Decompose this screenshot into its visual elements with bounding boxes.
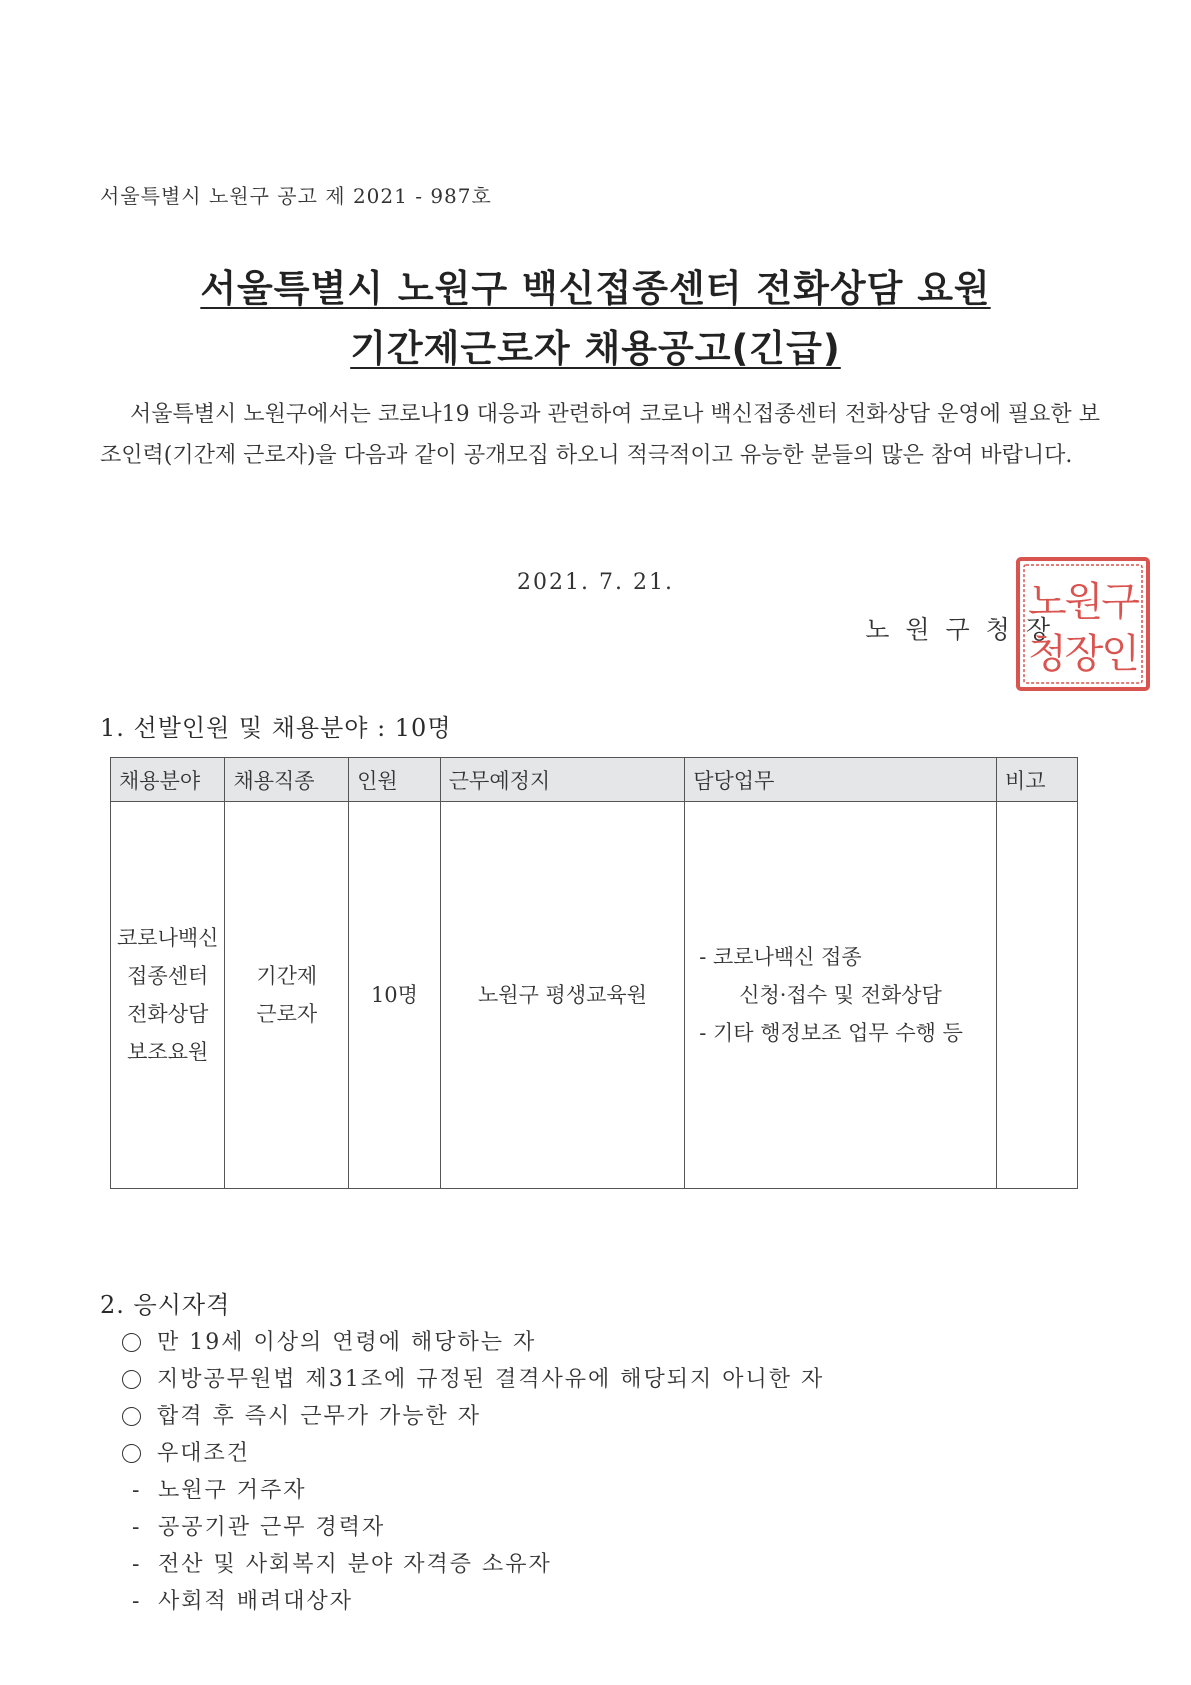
qualification-text: 만 19세 이상의 연령에 해당하는 자 <box>157 1330 537 1355</box>
preference-text: 전산 및 사회복지 분야 자격증 소유자 <box>158 1552 552 1577</box>
cell-duties <box>685 802 997 1189</box>
circle-bullet-icon <box>122 1370 141 1389</box>
table-row <box>111 802 1078 1189</box>
dash-bullet: - <box>132 1515 142 1540</box>
intro-paragraph: 서울특별시 노원구에서는 코로나19 대응과 관련하여 코로나 백신접종센터 전화상담 운영에 필요한 보조인력(기간제 근로자)을 다음과 같이 공개모집 하오니 적극적이고 유능한 분들의 많은 참여 바랍니다. <box>100 402 1100 468</box>
header-job: 채용직종 <box>225 758 349 802</box>
preference-item <box>122 1546 824 1583</box>
preference-text: 공공기관 근무 경력자 <box>158 1515 386 1540</box>
preference-item <box>122 1583 824 1620</box>
cell-field <box>111 802 225 1189</box>
duty-line: - 기타 행정보조 업무 수행 등 <box>699 1021 963 1045</box>
field-line: 접종센터 <box>127 964 209 988</box>
notice-title-line2: 기간제근로자 채용공고(긴급) <box>350 327 841 370</box>
list-item <box>122 1361 824 1398</box>
dash-bullet: - <box>132 1589 142 1614</box>
qualification-text: 지방공무원법 제31조에 규정된 결격사유에 해당되지 아니한 자 <box>157 1367 825 1392</box>
list-item <box>122 1398 824 1435</box>
recruitment-table <box>110 757 1078 1189</box>
circle-bullet-icon <box>122 1444 141 1463</box>
header-duties: 담당업무 <box>685 758 997 802</box>
cell-job <box>225 802 349 1189</box>
header-note: 비고 <box>996 758 1077 802</box>
cell-count: 10명 <box>349 802 441 1189</box>
issuer-name: 노원구청장 <box>865 615 1066 644</box>
qualification-text: 우대조건 <box>157 1441 251 1466</box>
duty-line: - 코로나백신 접종 <box>699 945 862 969</box>
qualification-list <box>122 1324 824 1620</box>
notice-number: 서울특별시 노원구 공고 제 2021 - 987호 <box>100 184 492 208</box>
header-field: 채용분야 <box>111 758 225 802</box>
preference-item <box>122 1472 824 1509</box>
notice-title-line1: 서울특별시 노원구 백신접종센터 전화상담 요원 <box>200 267 991 310</box>
header-location: 근무예정지 <box>440 758 684 802</box>
dash-bullet: - <box>132 1552 142 1577</box>
field-line: 보조요원 <box>127 1040 209 1064</box>
section1-heading: 1. 선발인원 및 채용분야 : 10명 <box>100 714 452 742</box>
cell-note <box>996 802 1077 1189</box>
list-item <box>122 1435 824 1472</box>
preference-text: 사회적 배려대상자 <box>158 1589 354 1614</box>
preference-text: 노원구 거주자 <box>158 1478 307 1503</box>
field-line: 코로나백신 <box>117 926 219 950</box>
seal-text-line1: 노원구 <box>1028 579 1138 625</box>
dash-bullet: - <box>132 1478 142 1503</box>
circle-bullet-icon <box>122 1407 141 1426</box>
duty-line: 신청·접수 및 전화상담 <box>739 983 942 1007</box>
table-header-row <box>111 758 1078 802</box>
preference-item <box>122 1509 824 1546</box>
official-seal-icon <box>1014 555 1152 693</box>
job-line: 기간제 <box>256 964 318 988</box>
header-count: 인원 <box>349 758 441 802</box>
seal-text-line2: 청장인 <box>1028 631 1138 677</box>
list-item <box>122 1324 824 1361</box>
section2-heading: 2. 응시자격 <box>100 1291 231 1319</box>
notice-date: 2021. 7. 21. <box>517 570 674 595</box>
cell-location: 노원구 평생교육원 <box>440 802 684 1189</box>
job-line: 근로자 <box>256 1002 318 1026</box>
qualification-text: 합격 후 즉시 근무가 가능한 자 <box>157 1404 481 1429</box>
circle-bullet-icon <box>122 1333 141 1352</box>
field-line: 전화상담 <box>127 1002 209 1026</box>
